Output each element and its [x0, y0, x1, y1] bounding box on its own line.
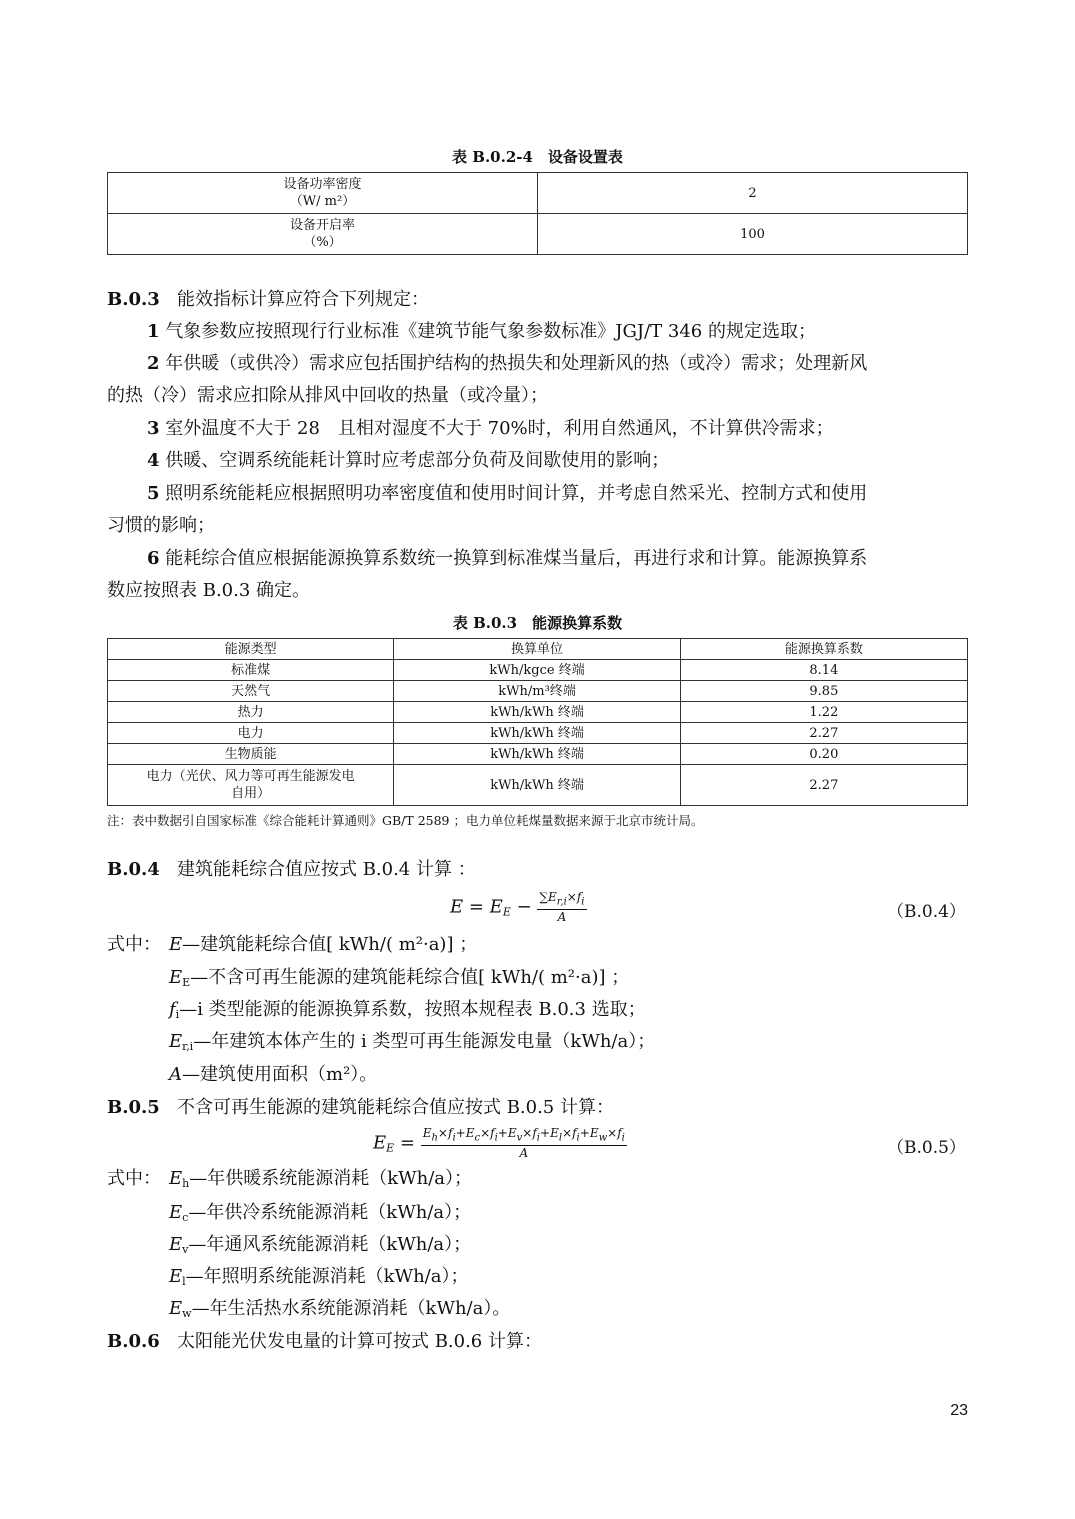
list-item-continuation: 数应按照表 B.0.3 确定。 — [107, 580, 311, 601]
table-row: 天然气 kWh/m³终端 9.85 — [108, 681, 968, 702]
where-label: 式中： — [107, 1168, 161, 1189]
energy-conversion-table — [107, 638, 968, 806]
column-header: 换算单位 — [394, 639, 680, 660]
definition: $E_h—$年供暖系统能源消耗（kWh/a）； — [169, 1168, 473, 1190]
clause-b05: B.0.5 不含可再生能源的建筑能耗综合值应按式 B.0.5 计算： — [107, 1097, 614, 1118]
list-item-continuation: 习惯的影响； — [107, 515, 215, 536]
definition: A—建筑使用面积（m²）。 — [169, 1064, 378, 1085]
definition: $E_E—$不含可再生能源的建筑能耗综合值[ kWh/( m²·a)] ； — [169, 967, 630, 989]
where-label: 式中： — [107, 934, 161, 955]
table-row: 电力（光伏、风力等可再生能源发电 自用） kWh/kWh 终端 2.27 — [108, 765, 968, 806]
table-note: 注：表中数据引自国家标准《综合能耗计算通则》GB/T 2589 ；电力单位耗煤量数据来源于北京市统计局。 — [107, 813, 704, 828]
table-cell: 100 — [538, 214, 968, 255]
table2-caption: 表 B.0.3 能源换算系数 — [452, 614, 623, 632]
table-row: 热力 kWh/kWh 终端 1.22 — [108, 702, 968, 723]
table-row: 电力 kWh/kWh 终端 2.27 — [108, 723, 968, 744]
list-item: 1 气象参数应按照现行行业标准《建筑节能气象参数标准》JGJ/T 346 的规定选取； — [147, 321, 816, 342]
clause-b04: B.0.4 建筑能耗综合值应按式 B.0.4 计算 ： — [107, 859, 476, 880]
table-cell: 设备开启率 （%） — [108, 214, 538, 255]
list-item: 3 室外温度不大于 28 且相对湿度不大于 70%时，利用自然通风，不计算供冷需求； — [147, 418, 834, 439]
equation-label: （B.0.5） — [887, 1138, 966, 1158]
table-cell: 2 — [538, 173, 968, 214]
column-header: 能源换算系数 — [680, 639, 967, 660]
table-cell: 设备功率密度 （W/ m²） — [108, 173, 538, 214]
list-item: 6 能耗综合值应根据能源换算系数统一换算到标准煤当量后，再进行求和计算。能源换算系 — [147, 548, 868, 569]
list-item: 4 供暖、空调系统能耗计算时应考虑部分负荷及间歇使用的影响； — [147, 450, 670, 471]
table-row — [108, 214, 968, 255]
equation-label: （B.0.4） — [887, 902, 966, 922]
column-header: 能源类型 — [108, 639, 394, 660]
definition: $E_w—$年生活热水系统能源消耗（kWh/a）。 — [169, 1298, 511, 1320]
formula-b04: $E = E_E$ − $\frac{\sum E_{r,i}\times f_i}{A}$ — [450, 890, 585, 925]
equipment-table — [107, 172, 968, 255]
definition: $E_l—$年照明系统能源消耗（kWh/a）； — [169, 1266, 469, 1288]
table-row: 生物质能 kWh/kWh 终端 0.20 — [108, 744, 968, 765]
list-item: 5 照明系统能耗应根据照明功率密度值和使用时间计算，并考虑自然采光、控制方式和使用 — [147, 483, 868, 504]
table-header-row — [108, 639, 968, 660]
definition: $E_{r,i}—$年建筑本体产生的 i 类型可再生能源发电量（kWh/a）； — [169, 1031, 656, 1053]
clause-b03: B.0.3 能效指标计算应符合下列规定： — [107, 289, 429, 310]
list-item-continuation: 的热（冷）需求应扣除从排风中回收的热量（或冷量）； — [107, 385, 548, 406]
definition: $f_i—i$ 类型能源的能源换算系数，按照本规程表 B.0.3 选取； — [169, 999, 646, 1021]
clause-b06: B.0.6 太阳能光伏发电量的计算可按式 B.0.6 计算： — [107, 1331, 542, 1352]
list-item: 2 年供暖（或供冷）需求应包括围护结构的热损失和处理新风的热（或冷）需求；处理新风 — [147, 353, 868, 374]
definition: E—建筑能耗综合值[ kWh/( m²·a)] ； — [169, 934, 478, 955]
definition: $E_v—$年通风系统能源消耗（kWh/a）； — [169, 1234, 472, 1256]
formula-b05: $E_E$ = $\frac{E_h\times f_i+E_c\times f_i+E_v\times f_i+E_l\times f_i+E_w\times f_i}{A}$ — [373, 1126, 625, 1161]
table1-caption: 表 B.0.2-4 设备设置表 — [452, 148, 623, 166]
page-number: 23 — [950, 1402, 968, 1419]
table-row: 标准煤 kWh/kgce 终端 8.14 — [108, 660, 968, 681]
table-row — [108, 173, 968, 214]
definition: $E_c—$年供冷系统能源消耗（kWh/a）； — [169, 1202, 472, 1224]
